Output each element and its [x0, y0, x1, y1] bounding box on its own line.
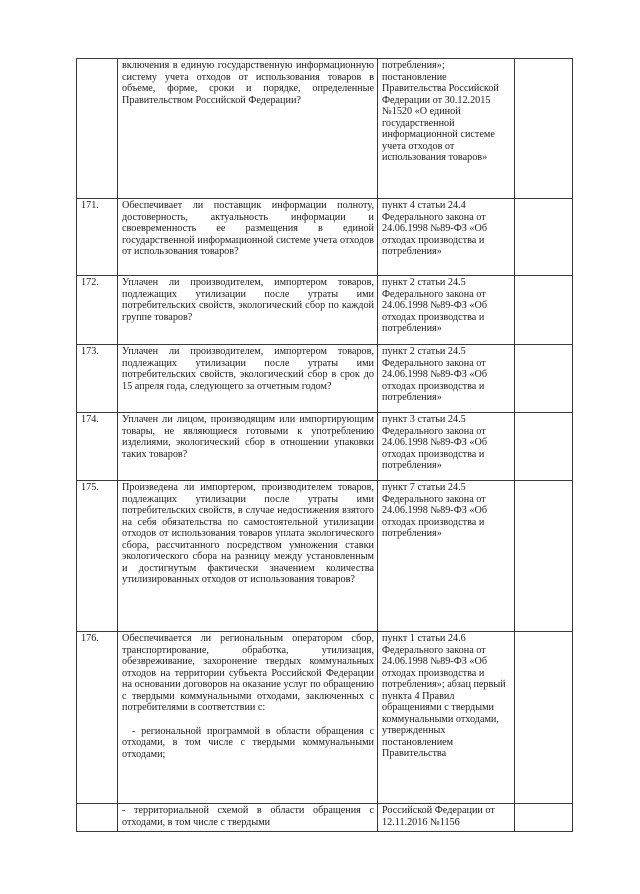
note-cell [515, 276, 573, 345]
note-cell [515, 345, 573, 413]
note-cell [515, 413, 573, 481]
question-cell [118, 276, 378, 345]
question-cell [118, 804, 378, 832]
reference-cell: пункт 7 статьи 24.5 Федерального закона от 24.06.1998 №89-ФЗ «Об отходах производства и потребления» [378, 481, 515, 632]
table-row [77, 345, 573, 413]
question-text: Обеспечивается ли региональным оператором сбор, транспортирование, обработка, утилизация, обезвреживание, захоронение твердых коммунальных отходов на территории субъекта Российской Федерации на основании договоров на оказание услуг по обращению с твердыми коммунальными отходами, заключенных с потребителями в соответствии с: [122, 633, 374, 713]
question-text: Уплачен ли лицом, производящим или импортирующим товары, не являющиеся готовыми к употреблению изделиями, экологический сбор в отношении упаковки таких товаров? [122, 414, 374, 460]
row-number: 174. [77, 413, 118, 481]
question-cell [118, 199, 378, 276]
note-cell [515, 59, 573, 199]
reference-cell: пункт 4 статьи 24.4 Федерального закона от 24.06.1998 №89-ФЗ «Об отходах производства и потребления» [378, 199, 515, 276]
table-row [77, 804, 573, 832]
question-cell [118, 59, 378, 199]
question-text: - территориальной схемой в области обращения с отходами, в том числе с твердыми [122, 805, 374, 828]
row-number: 172. [77, 276, 118, 345]
question-text: Произведена ли импортером, производителем товаров, подлежащих утилизации после утраты ими потребительских свойств, в случае недостижения взятого на себя обязательства по самостоятельной утилизации отходов от использования товаров уплата экологического сбора, рассчитанного посредством умножения ставки экологического сбора на разницу между установленным и достигнутым фактически значением количества утилизированных отходов от использования товаров? [122, 482, 374, 585]
question-text: включения в единую государственную информационную систему учета отходов от использования товаров в объеме, форме, сроки и порядке, определенные Правительством Российской Федерации? [122, 60, 374, 106]
question-cell [118, 345, 378, 413]
note-cell [515, 199, 573, 276]
note-cell [515, 632, 573, 804]
reference-cell: Российской Федерации от 12.11.2016 №1156 [378, 804, 515, 832]
table-row [77, 59, 573, 199]
row-number: 171. [77, 199, 118, 276]
reference-cell: пункт 2 статьи 24.5 Федерального закона от 24.06.1998 №89-ФЗ «Об отходах производства и потребления» [378, 276, 515, 345]
question-text: Уплачен ли производителем, импортером товаров, подлежащих утилизации после утраты ими потребительских свойств, экологический сбор по каждой группе товаров? [122, 277, 374, 323]
table-row [77, 413, 573, 481]
reference-cell: пункт 3 статьи 24.5 Федерального закона от 24.06.1998 №89-ФЗ «Об отходах производства и потребления» [378, 413, 515, 481]
row-number [77, 59, 118, 199]
question-cell [118, 632, 378, 804]
note-cell [515, 481, 573, 632]
row-number: 176. [77, 632, 118, 804]
question-list-item: - региональной программой в области обращения с отходами, в том числе с твердыми коммунальными отходами; [122, 725, 374, 760]
question-text: Обеспечивает ли поставщик информации полноту, достоверность, актуальность информации и своевременность ее размещения в единой государственной информационной системе учета отходов от использования товаров? [122, 200, 374, 257]
row-number: 175. [77, 481, 118, 632]
table-row [77, 276, 573, 345]
question-cell [118, 413, 378, 481]
row-number [77, 804, 118, 832]
question-text: Уплачен ли производителем, импортером товаров, подлежащих утилизации после утраты ими потребительских свойств, экологический сбор в срок до 15 апреля года, следующего за отчетным годом? [122, 346, 374, 392]
note-cell [515, 804, 573, 832]
row-number: 173. [77, 345, 118, 413]
reference-cell: пункт 1 статьи 24.6 Федерального закона от 24.06.1998 №89-ФЗ «Об отходах производства и потребления»; абзац первый пункта 4 Правил обращениями с твердыми коммунальными отходами, утвержденных постановлением Правительства [378, 632, 515, 804]
checklist-table [76, 58, 573, 832]
table-row [77, 632, 573, 804]
reference-cell: пункт 2 статьи 24.5 Федерального закона от 24.06.1998 №89-ФЗ «Об отходах производства и потребления» [378, 345, 515, 413]
reference-cell: потребления»; постановление Правительства Российской Федерации от 30.12.2015 №1520 «О единой государственной информационной системе учета отходов от использования товаров» [378, 59, 515, 199]
table-row [77, 481, 573, 632]
question-cell [118, 481, 378, 632]
table-row [77, 199, 573, 276]
